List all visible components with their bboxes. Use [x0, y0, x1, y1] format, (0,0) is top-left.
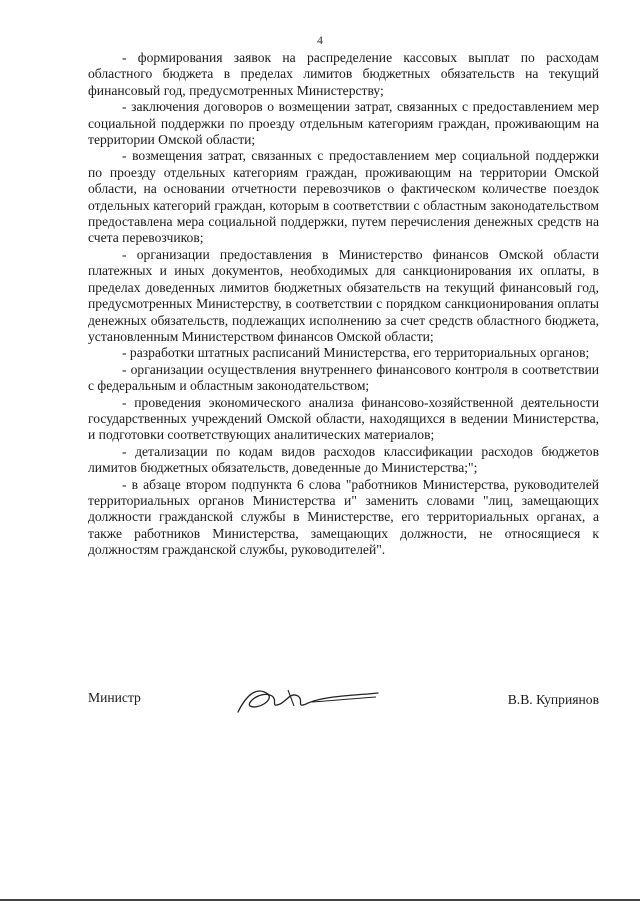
paragraph: - формирования заявок на распределение кассовых выплат по расходам областного бюджета в пределах лимитов бюджетных обязательств на текущий финансовый год, предусмотренных Министерству;: [88, 50, 599, 98]
signatory-title: Министр: [88, 690, 141, 705]
paragraph: - детализации по кодам видов расходов классификации расходов бюджетов лимитов бюджетных обязательств, доведенные до Министерства;";: [88, 443, 599, 476]
page-number: 4: [317, 33, 323, 47]
paragraph: - заключения договоров о возмещении затрат, связанных с предоставлением мер социальной поддержки по проезду отдельным категориям граждан, проживающим на территории Омской области;: [88, 99, 599, 148]
signatory-name: В.В. Куприянов: [507, 692, 599, 707]
paragraph: - возмещения затрат, связанных с предоставлением мер социальной поддержки по проезду отдельных категориям граждан, проживающим на территории Омской области, на основании отчетности перевозчиков о фактическом количестве поездок отдельных категорий граждан, которым в соответствии с областным законодательством предоставлена мера социальной поддержки, путем перечисления денежных средств на счета перевозчиков;: [88, 148, 599, 246]
paragraph: - организации осуществления внутреннего финансового контроля в соответствии с федеральным и областным законодательством;: [88, 361, 599, 394]
paragraph: - разработки штатных расписаний Министерства, его территориальных органов;: [122, 345, 590, 361]
scan-edge-line: [0, 899, 640, 901]
paragraph: - в абзаце втором подпункта 6 слова "работников Министерства, руководителей территориальных органов Министерства и" заменить словами "лиц, замещающих должности гражданской службы в Министерстве, его территориальных органах, а также работников Министерства, замещающих должности, не относящиеся к должностям гражданской службы, руководителей".: [88, 476, 599, 558]
paragraph: - проведения экономического анализа финансово-хозяйственной деятельности государственных учреждений Омской области, находящихся в ведении Министерства, и подготовки соответствующих аналитических материалов;: [88, 394, 599, 443]
document-body: [88, 50, 599, 559]
signature-block: [88, 690, 599, 730]
paragraph: - организации предоставления в Министерство финансов Омской области платежных и иных документов, необходимых для санкционирования их оплаты, в пределах доведенных лимитов бюджетных обязательств на текущий финансовый год, предусмотренных Министерству, в соответствии с порядком санкционирования оплаты денежных обязательств, подлежащих исполнению за счет средств областного бюджета, установленным Министерством финансов Омской области;: [88, 246, 599, 344]
handwritten-signature: [228, 682, 398, 726]
